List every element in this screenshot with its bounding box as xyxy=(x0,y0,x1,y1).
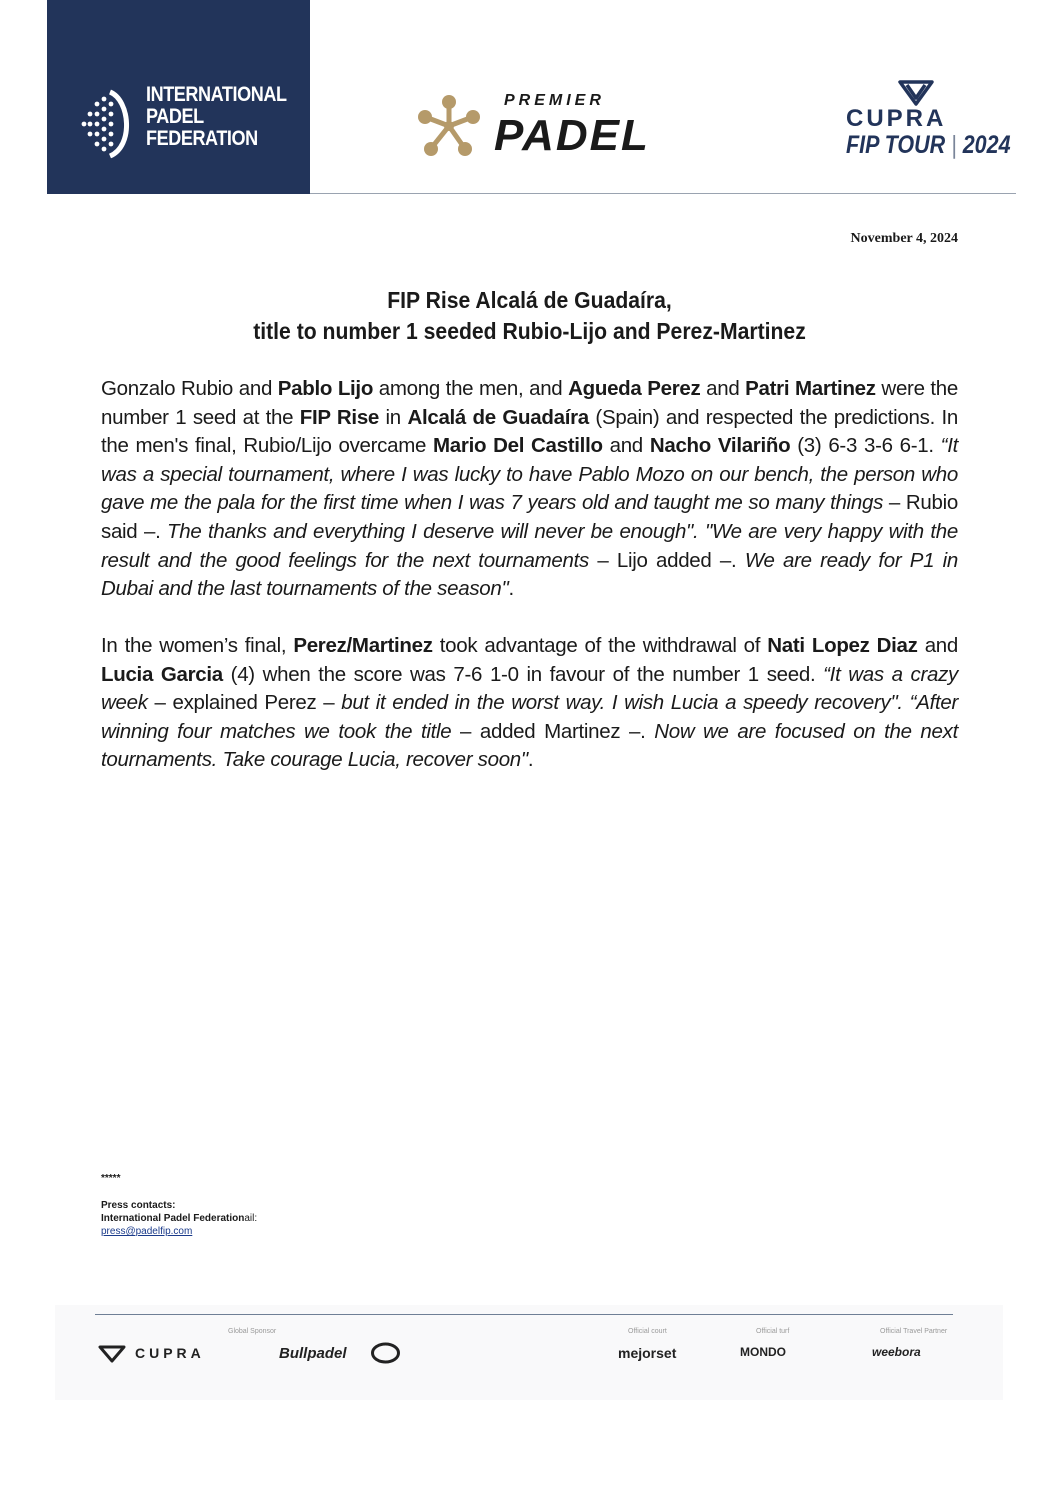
quote: We are ready for P1 in Dubai and the last tournaments of the season" xyxy=(101,548,959,601)
text: and xyxy=(602,434,650,458)
bold-name: FIP Rise xyxy=(299,405,380,429)
quote: but it ended in the worst way. I wish Lucia a speedy recovery". “After winning four matches we took the title xyxy=(101,691,958,743)
text: took advantage of the withdrawal of xyxy=(432,634,768,657)
premier-logo-main: PADEL xyxy=(494,111,650,160)
bold-name: Alcalá de Guadaíra xyxy=(407,405,589,429)
fip-logo-text xyxy=(146,84,287,150)
cupra-triangle-icon xyxy=(98,1345,126,1363)
sponsor-logo-bullpadel: Bullpadel xyxy=(279,1345,347,1362)
fip-logo-line: FEDERATION xyxy=(146,127,258,150)
sponsor-caption: Official court xyxy=(628,1328,667,1335)
cupra-triangle-icon xyxy=(898,80,934,106)
sponsor-caption: Official Travel Partner xyxy=(880,1328,948,1335)
text: (4) when the score was 7-6 1-0 in favour of the number 1 seed. xyxy=(222,662,824,686)
sponsor-logo-weebora: weebora xyxy=(872,1345,921,1359)
sponsor-caption: Official turf xyxy=(756,1328,790,1335)
text: Gonzalo Rubio and xyxy=(101,377,278,400)
premier-logo-top: PREMIER xyxy=(504,92,605,109)
text: and xyxy=(917,634,959,657)
release-date: November 4, 2024 xyxy=(850,231,958,246)
fip-logo-line: PADEL xyxy=(146,105,204,128)
premier-padel-flower-icon xyxy=(416,94,482,158)
bold-name: Mario Del Castillo xyxy=(433,434,603,458)
text: – Rubio said –. xyxy=(101,491,958,543)
sponsor-logo-cupra: CUPRA xyxy=(135,1345,205,1361)
text: (Spain) and respected the predictions. In the men's final, Rubio/Lijo overcame xyxy=(101,405,958,458)
sponsor-logo-mondo: MONDO xyxy=(740,1345,786,1359)
text: . xyxy=(508,577,514,601)
fip-logo-line: INTERNATIONAL xyxy=(146,83,287,106)
text: were the number 1 seed at the xyxy=(101,377,958,429)
bullpadel-emblem-icon xyxy=(370,1342,401,1364)
title-line: title to number 1 seeded Rubio-Lijo and Perez-Martinez xyxy=(253,318,806,344)
quote: “It was a crazy week xyxy=(101,662,958,715)
tour-name: FIP TOUR xyxy=(846,131,946,159)
quote: “It was a special tournament, where I was lucky to have Pablo Mozo on our bench, the person who gave me the pala for the first time when I was 7 years old and taught me so many things xyxy=(101,434,958,515)
text: . xyxy=(527,748,534,772)
sponsor-caption: Global Sponsor xyxy=(228,1328,277,1335)
text: – explained Perez – xyxy=(147,691,342,715)
press-contacts xyxy=(101,1199,257,1238)
press-release-title xyxy=(135,285,923,347)
cupra-logo-brand: CUPRA xyxy=(846,105,947,132)
footer-divider xyxy=(95,1314,953,1315)
bold-name: Nati Lopez Diaz xyxy=(767,634,918,657)
bold-name: Lucia Garcia xyxy=(101,662,223,686)
text: – Lijo added –. xyxy=(588,548,745,572)
bold-name: Agueda Perez xyxy=(568,377,701,400)
press-org-line xyxy=(101,1212,257,1225)
header-divider xyxy=(310,193,1016,194)
press-label: Press contacts: xyxy=(101,1200,176,1211)
bold-name: Nacho Vilariño xyxy=(649,434,791,458)
text: (3) 6-3 3-6 6-1. xyxy=(790,434,941,458)
bold-name: Patri Martinez xyxy=(745,377,876,400)
quote: Now we are focused on the next tournaments. Take courage Lucia, recover soon" xyxy=(101,719,958,772)
sponsor-logo-mejorset: mejorset xyxy=(618,1345,677,1361)
padel-ball-icon xyxy=(76,88,136,160)
text: in xyxy=(379,405,408,429)
body-paragraph-men xyxy=(101,375,958,604)
bold-name: Perez/Martinez xyxy=(293,634,433,657)
bold-name: Pablo Lijo xyxy=(277,377,374,400)
press-org: International Padel Federation xyxy=(101,1213,245,1224)
title-line: FIP Rise Alcalá de Guadaíra, xyxy=(387,287,672,313)
text: – added Martinez –. xyxy=(451,719,655,743)
press-suffix: ail: xyxy=(244,1213,258,1224)
body-paragraph-women xyxy=(101,632,958,775)
tour-separator: | xyxy=(951,131,963,159)
text: and xyxy=(700,377,746,400)
quote: The thanks and everything I deserve will never be enough". "We are very happy with the result and the good feelings for the next tournaments xyxy=(101,519,958,572)
press-email-link[interactable]: press@padelfip.com xyxy=(101,1226,193,1237)
tour-year: 2024 xyxy=(962,131,1011,159)
text: In the women’s final, xyxy=(101,634,294,657)
text: among the men, and xyxy=(373,377,569,400)
cupra-logo-tour xyxy=(846,131,1011,160)
section-separator: ***** xyxy=(101,1173,121,1184)
